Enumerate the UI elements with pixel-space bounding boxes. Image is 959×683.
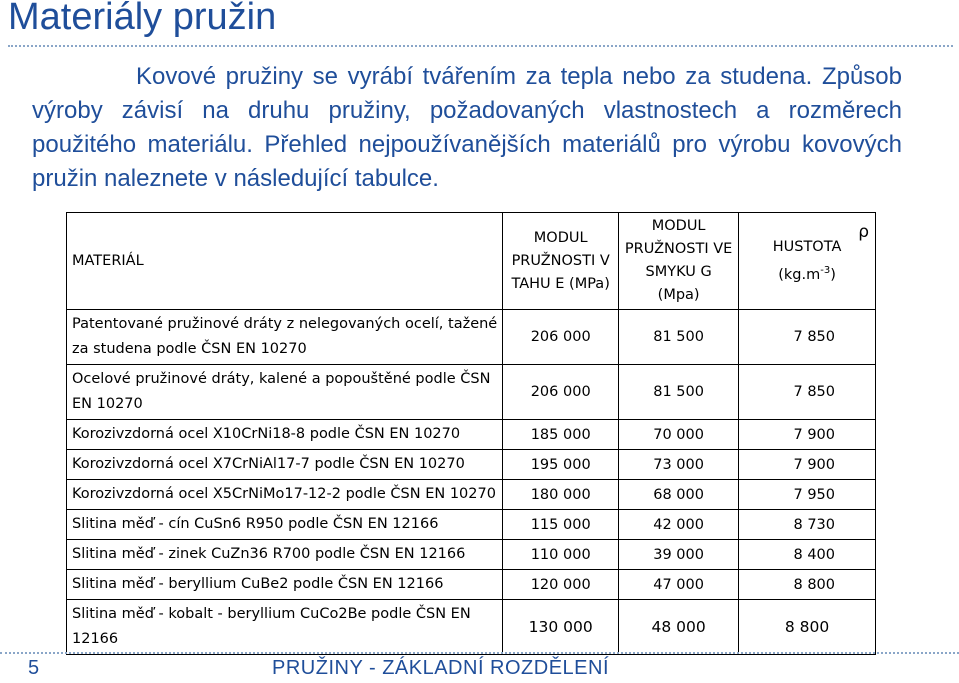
header-g-modulus bbox=[619, 213, 739, 310]
title-divider bbox=[8, 45, 953, 47]
page-number: 5 bbox=[28, 657, 40, 679]
header-density-label: HUSTOTA bbox=[772, 238, 842, 255]
table-row bbox=[67, 365, 876, 420]
table-row bbox=[67, 540, 876, 570]
g-modulus-cell: 39 000 bbox=[619, 540, 739, 570]
table-row bbox=[67, 570, 876, 600]
density-cell: 8 800 bbox=[739, 600, 876, 655]
g-modulus-cell: 81 500 bbox=[619, 310, 739, 365]
e-modulus-cell: 120 000 bbox=[503, 570, 619, 600]
table-header-row bbox=[67, 213, 876, 310]
footer-divider bbox=[0, 652, 959, 654]
footer-title: PRUŽINY - ZÁKLADNÍ ROZDĚLENÍ bbox=[272, 657, 610, 679]
g-modulus-cell: 42 000 bbox=[619, 510, 739, 540]
header-e-line-1: MODUL bbox=[533, 229, 588, 246]
e-modulus-cell: 185 000 bbox=[503, 420, 619, 450]
material-cell: Ocelové pružinové dráty, kalené a popouštěné podle ČSN EN 10270 bbox=[67, 365, 503, 420]
material-cell: Slitina měď - kobalt - beryllium CuCo2Be podle ČSN EN 12166 bbox=[67, 600, 503, 655]
g-modulus-cell: 68 000 bbox=[619, 480, 739, 510]
density-symbol: ρ bbox=[858, 222, 869, 242]
material-cell: Korozivzdorná ocel X7CrNiAl17-7 podle ČSN EN 10270 bbox=[67, 450, 503, 480]
header-e-line-2: PRUŽNOSTI V bbox=[511, 252, 610, 269]
table-row bbox=[67, 420, 876, 450]
e-modulus-cell: 195 000 bbox=[503, 450, 619, 480]
e-modulus-cell: 206 000 bbox=[503, 365, 619, 420]
table-row bbox=[67, 600, 876, 655]
g-modulus-cell: 73 000 bbox=[619, 450, 739, 480]
table-row bbox=[67, 310, 876, 365]
density-cell: 7 850 bbox=[739, 365, 876, 420]
table-row bbox=[67, 480, 876, 510]
density-cell: 7 850 bbox=[739, 310, 876, 365]
table-row bbox=[67, 510, 876, 540]
header-density bbox=[739, 213, 876, 310]
header-e-line-3: TAHU E (MPa) bbox=[511, 275, 610, 292]
header-density-unit: $(kg.m^{-3})$ bbox=[778, 264, 836, 283]
material-cell: Slitina měď - zinek CuZn36 R700 podle ČSN EN 12166 bbox=[67, 540, 503, 570]
materials-table bbox=[66, 212, 876, 655]
e-modulus-cell: 110 000 bbox=[503, 540, 619, 570]
density-cell: 7 900 bbox=[739, 450, 876, 480]
table-body bbox=[67, 310, 876, 655]
material-cell: Patentované pružinové dráty z nelegovaných ocelí, tažené za studena podle ČSN EN 10270 bbox=[67, 310, 503, 365]
g-modulus-cell: 47 000 bbox=[619, 570, 739, 600]
material-cell: Korozivzdorná ocel X5CrNiMo17-12-2 podle ČSN EN 10270 bbox=[67, 480, 503, 510]
density-cell: 8 800 bbox=[739, 570, 876, 600]
density-cell: 8 730 bbox=[739, 510, 876, 540]
material-cell: Slitina měď - beryllium CuBe2 podle ČSN EN 12166 bbox=[67, 570, 503, 600]
g-modulus-cell: 81 500 bbox=[619, 365, 739, 420]
intro-paragraph: Kovové pružiny se vyrábí tvářením za tepla nebo za studena. Způsob výroby závisí na druhu pružiny, požadovaných vlastnostech a rozměrech použitého materiálu. Přehled nejpoužívanějších materiálů pro výrobu kovových pružin naleznete v následující tabulce. bbox=[32, 63, 902, 192]
g-modulus-cell: 48 000 bbox=[619, 600, 739, 655]
density-cell: 7 950 bbox=[739, 480, 876, 510]
material-cell: Slitina měď - cín CuSn6 R950 podle ČSN EN 12166 bbox=[67, 510, 503, 540]
e-modulus-cell: 115 000 bbox=[503, 510, 619, 540]
header-g-line-3: SMYKU G (Mpa) bbox=[645, 264, 712, 303]
e-modulus-cell: 130 000 bbox=[503, 600, 619, 655]
density-cell: 8 400 bbox=[739, 540, 876, 570]
e-modulus-cell: 206 000 bbox=[503, 310, 619, 365]
density-cell: 7 900 bbox=[739, 420, 876, 450]
table-row bbox=[67, 450, 876, 480]
header-g-line-1: MODUL bbox=[651, 218, 706, 234]
page-title: Materiály pružin bbox=[8, 0, 277, 38]
header-g-line-2: PRUŽNOSTI VE bbox=[624, 241, 733, 257]
header-e-modulus bbox=[503, 213, 619, 310]
g-modulus-cell: 70 000 bbox=[619, 420, 739, 450]
material-cell: Korozivzdorná ocel X10CrNi18-8 podle ČSN EN 10270 bbox=[67, 420, 503, 450]
e-modulus-cell: 180 000 bbox=[503, 480, 619, 510]
header-material: MATERIÁL bbox=[67, 213, 503, 310]
